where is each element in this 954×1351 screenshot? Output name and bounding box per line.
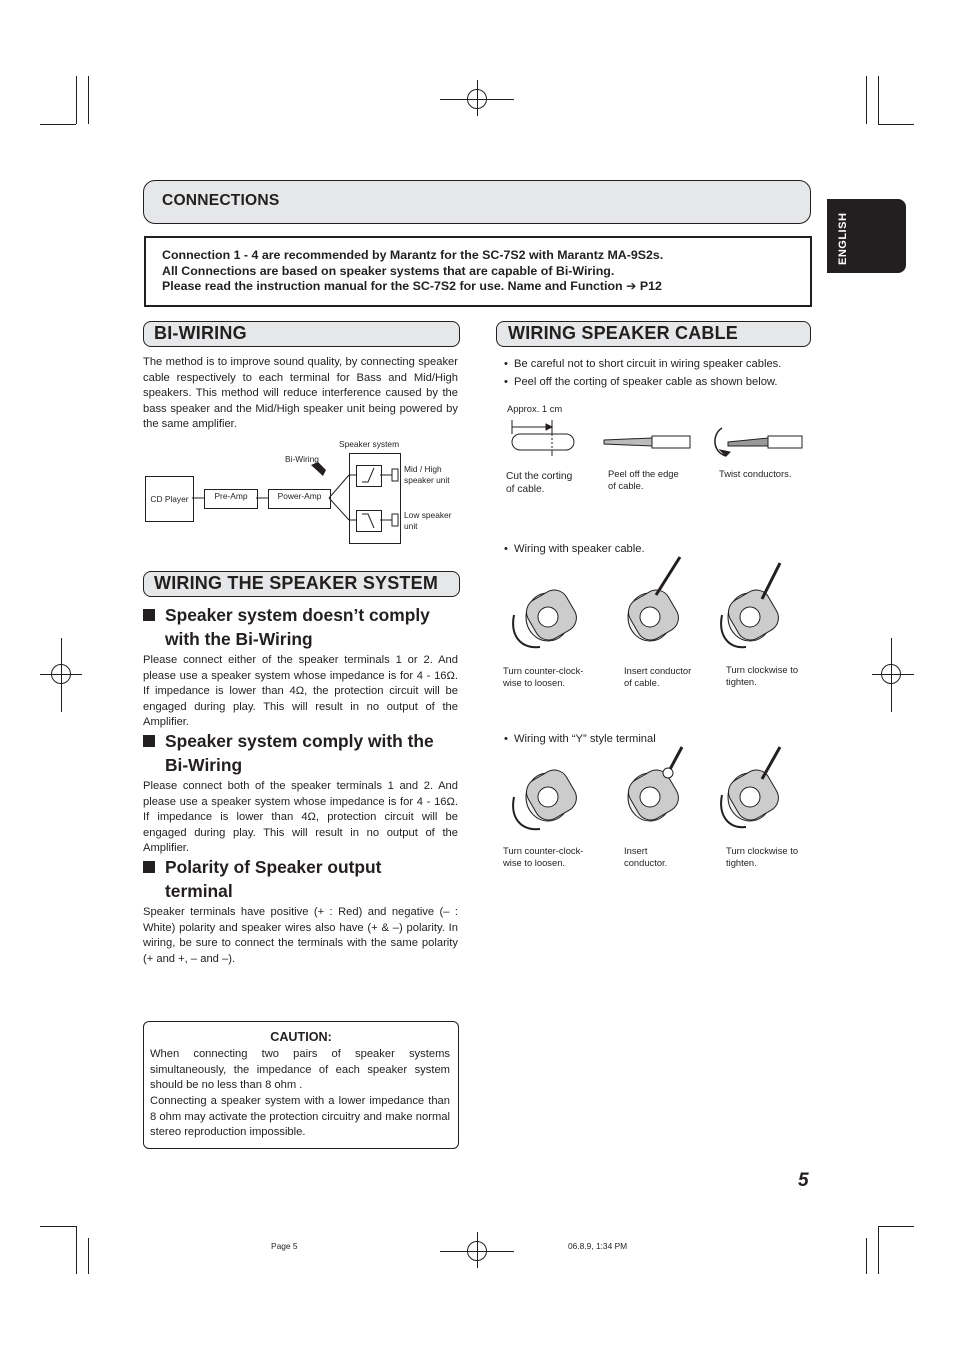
diagram-pre-amp: Pre-Amp [204,489,258,509]
diagram-low-label: Low speaker unit [404,510,452,531]
subsection-heading-biwiring: Speaker system comply with the Bi-Wiring [143,730,463,777]
biwiring-text: The method is to improve sound quality, by connecting speaker cable respectively to each terminal for Bass and Mid/High speakers. This method will reduce interference caused by the bass speaker and the Mid/High speaker unit being powered by the same amplifier. [143,356,458,431]
diagram-biwiring-label: Bi-Wiring [285,454,319,464]
terminal-illustrations-y [500,745,810,845]
caution-text-2: Connecting a speaker system with a lower impedance than 8 ohm may activate the protection circuitry and make normal stereo reproduction impossible. [150,1095,450,1139]
language-tab [827,199,906,273]
diagram-power-amp: Power-Amp [268,489,331,509]
wiring-with-cable-label: • Wiring with speaker cable. [514,542,645,557]
connections-title: CONNECTIONS [162,192,280,209]
subsection-heading-no-biwiring: Speaker system doesn’t comply with the Bi-Wiring [143,604,463,651]
cable-bullet-2: • Peel off the corting of speaker cable as shown below. [514,375,777,390]
step-cut: Cut the corting of cable. [506,471,573,495]
wiring-system-title: WIRING THE SPEAKER SYSTEM [154,573,439,593]
square-bullet-icon [143,735,155,747]
footer-page-label: Page 5 [271,1241,298,1251]
caution-box [143,1021,459,1149]
terminal-illustrations-cable [500,555,810,660]
diagram-speaker-system-label: Speaker system [339,439,400,449]
cable-prep-illustration [500,414,810,464]
subsection-text-biwiring: Please connect both of the speaker terminals 1 and 2. And please use a speaker system whose impedance is for 4 - 16Ω. If impedance is lower than 4Ω, protection circuit will be engaged during play. This will result in no output of the Amplifier. [143,780,458,855]
y-caption-tighten: Turn clockwise to tighten. [726,845,799,868]
caution-text-1: When connecting two pairs of speaker systems simultaneously, the impedance of each speaker system should be no less than 8 ohm . [150,1048,450,1092]
cable-caption-insert: Insert conductor of cable. [624,665,692,688]
step-peel: Peel off the edge of cable. [608,468,679,491]
wiring-cable-title: WIRING SPEAKER CABLE [508,323,739,343]
caution-title: CAUTION: [270,1030,332,1044]
subsection-text-polarity: Speaker terminals have positive (+ : Red) and negative (– : White) polarity and speaker wires also have (+ & –) polarity. In wiring, be sure to connect the terminals with the same polarity (+ and +, – and –). [143,906,458,965]
diagram-cd-player: CD Player [145,476,194,522]
wiring-with-y-label: • Wiring with “Y” style terminal [514,732,656,747]
language-label: ENGLISH [837,212,849,265]
footer-timestamp: 06.8.9, 1:34 PM [568,1241,628,1251]
cable-bullet-1: • Be careful not to short circuit in wiring speaker cables. [514,357,781,372]
subsection-heading-polarity: Polarity of Speaker output terminal [143,856,463,903]
notice-line-1: Connection 1 - 4 are recommended by Marantz for the SC-7S2 with Marantz MA-9S2s. [162,248,664,262]
approx-label: Approx. 1 cm [507,403,563,414]
biwiring-title: BI-WIRING [154,323,247,343]
y-caption-insert: Insert conductor. [624,845,668,868]
square-bullet-icon [143,861,155,873]
square-bullet-icon [143,609,155,621]
step-twist: Twist conductors. [719,468,792,479]
subsection-text-no-biwiring: Please connect either of the speaker terminals 1 or 2. And please use a speaker system whose impedance is for 4 - 16Ω. If impedance is lower than 4Ω, the protection circuit will be engaged during play. This will result in no output of the Amplifier. [143,654,458,729]
diagram-lines [140,440,470,550]
diagram-mid-high-label: Mid / High speaker unit [404,464,450,485]
notice-line-2: All Connections are based on speaker systems that are capable of Bi-Wiring. [162,263,615,278]
cable-caption-loosen: Turn counter-clock- wise to loosen. [503,665,584,688]
notice-line-3: Please read the instruction manual for the SC-7S2 for use. Name and Function ➔ P12 [162,279,662,294]
notice-box [144,236,812,307]
page-number: 5 [798,1170,809,1191]
y-caption-loosen: Turn counter-clock- wise to loosen. [503,845,584,868]
cable-caption-tighten: Turn clockwise to tighten. [726,664,799,687]
